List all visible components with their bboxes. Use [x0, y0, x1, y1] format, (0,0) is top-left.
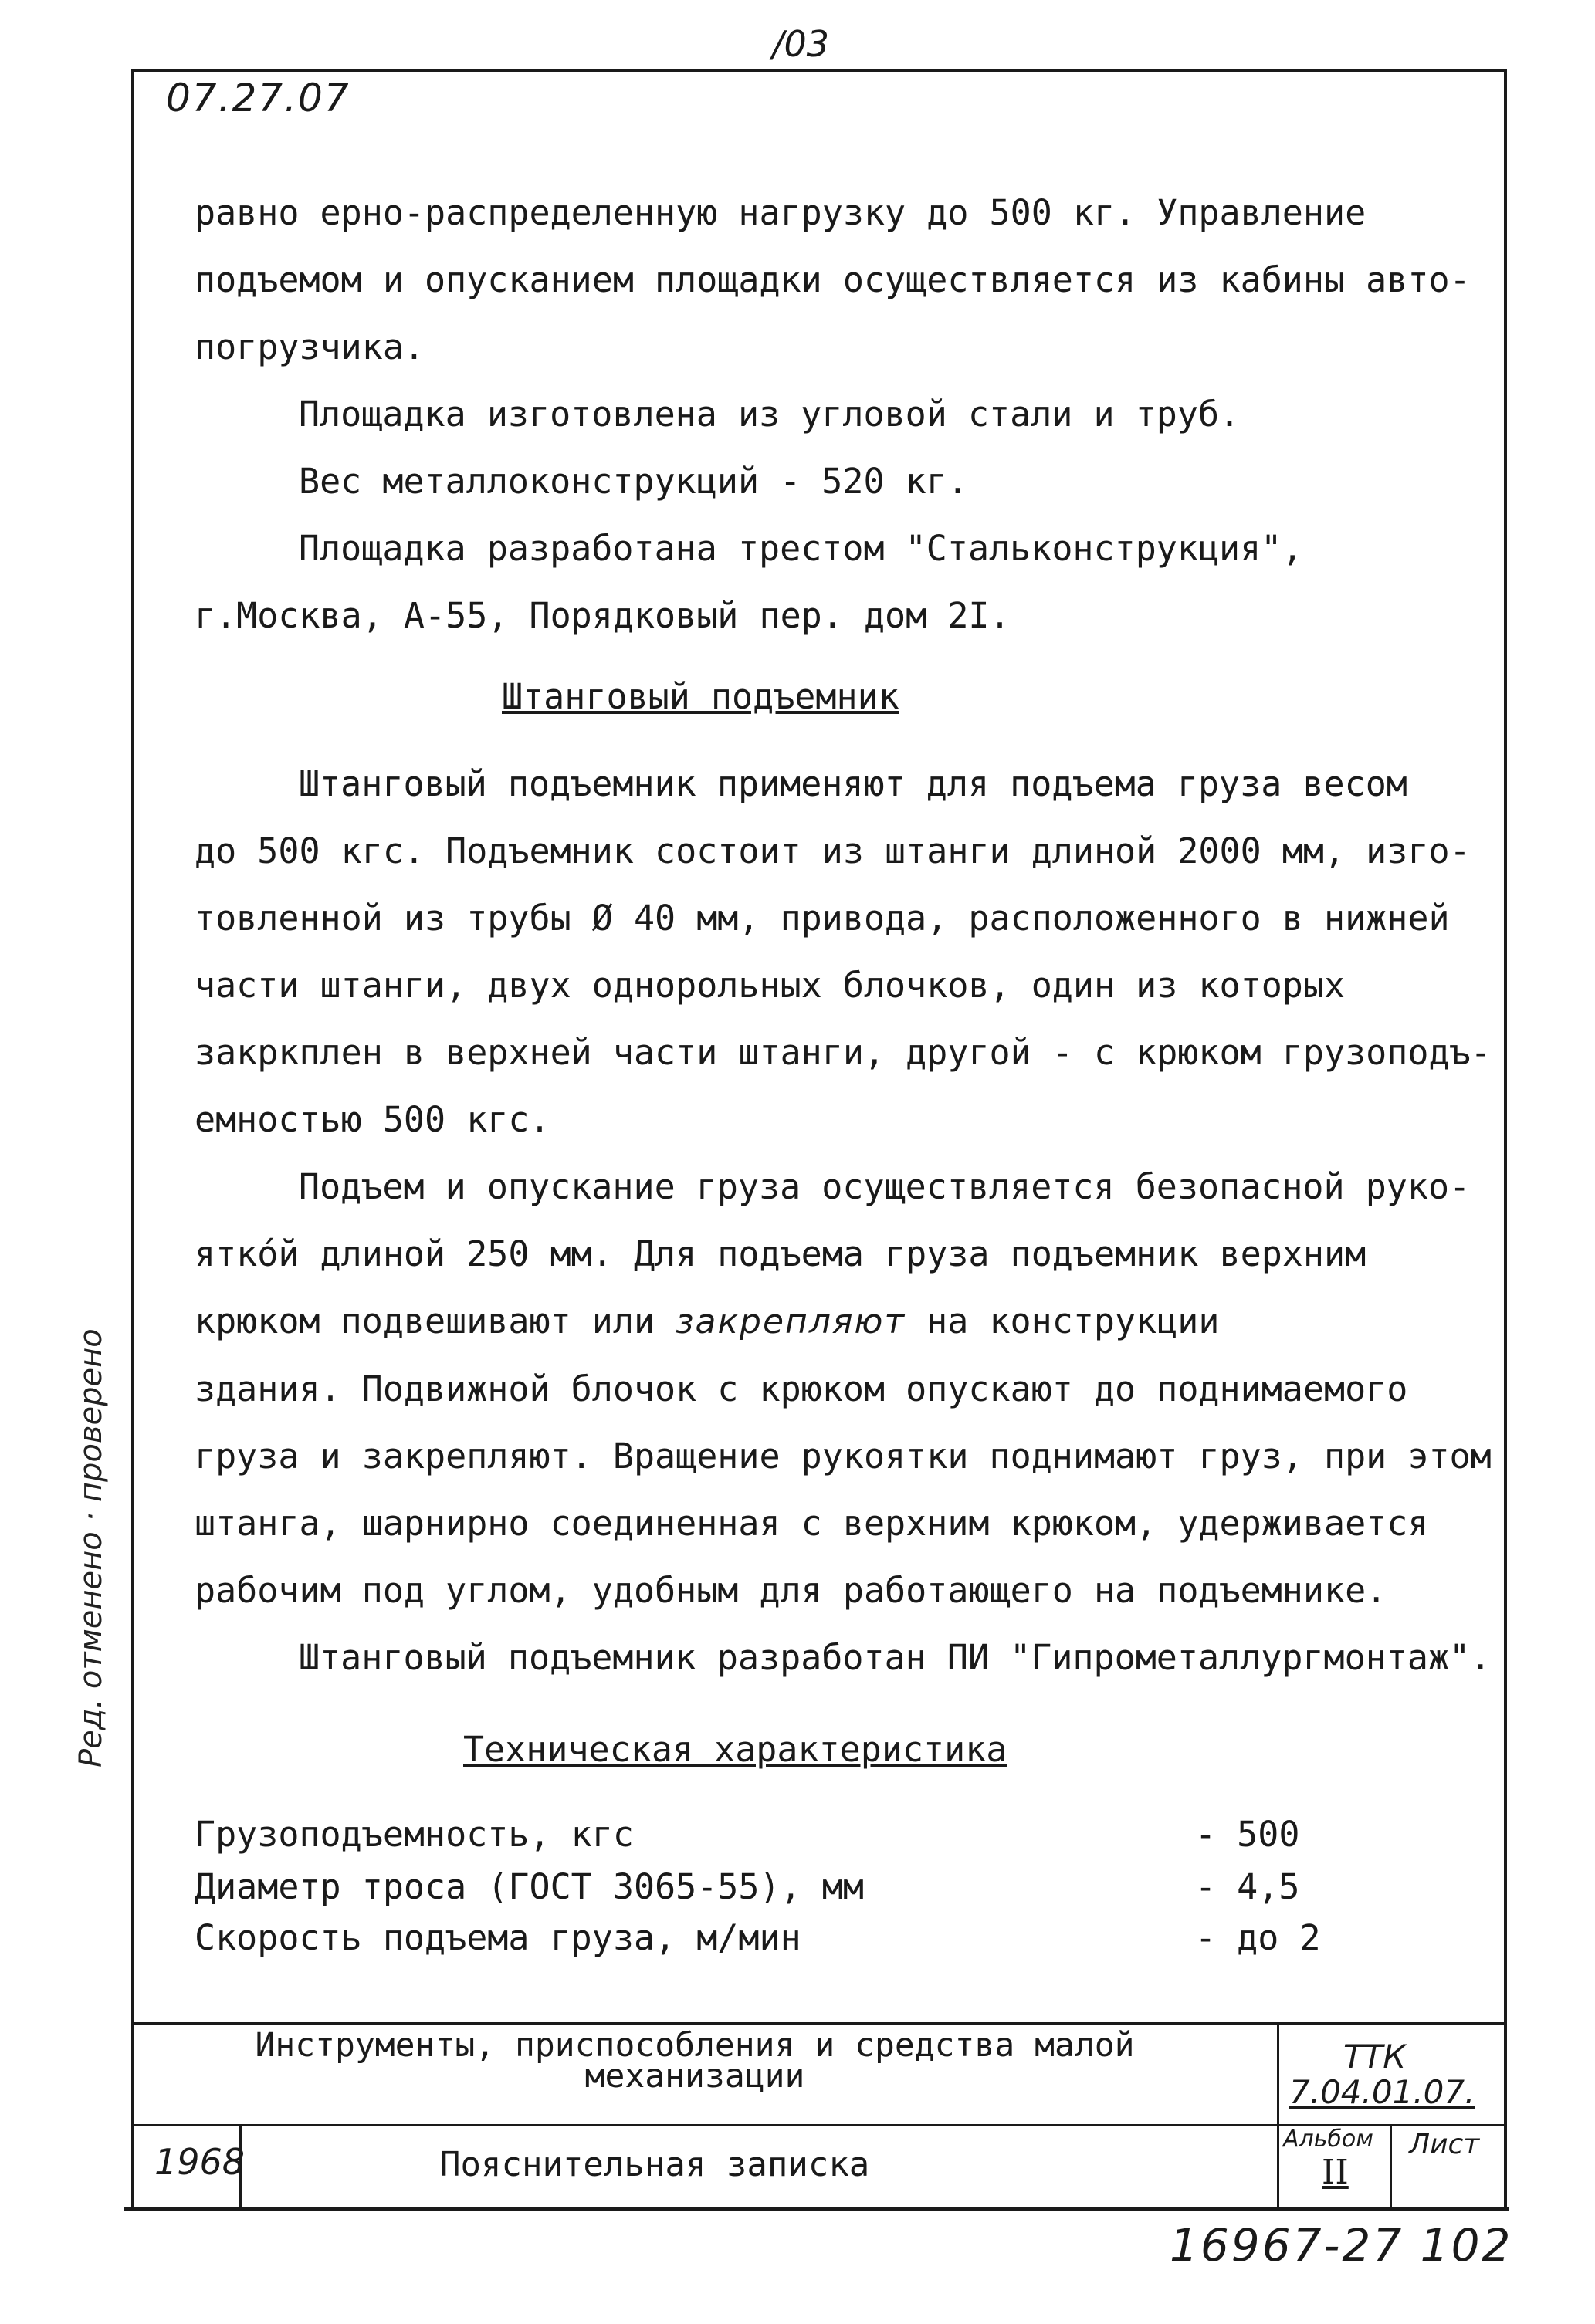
address-line: г.Москва, А-55, Порядковый пер. дом 2I. [195, 595, 1011, 636]
intro-line-2: подъемом и опусканием площадки осуществляется из кабины авто- [195, 259, 1471, 300]
title-block-ttk-code: 7.04.01.07. [1289, 2073, 1475, 2111]
spec-value-capacity: - 500 [1195, 1814, 1300, 1855]
spec-value-rope: - 4,5 [1195, 1866, 1300, 1907]
spec-label-rope: Диаметр троса (ГОСТ 3065-55), мм [195, 1866, 864, 1907]
operation-line-3-start: крюком подвешивают или [195, 1301, 676, 1341]
title-block-heading [193, 2026, 1197, 2096]
title-block [131, 2022, 1507, 2207]
operation-line-2: ятко́й длиной 250 мм. Для подъема груза подъемник верхним [195, 1233, 1366, 1274]
lift-block [195, 750, 1499, 1691]
title-block-sheet-label: Лист [1409, 2129, 1480, 2160]
title-block-album-value: II [1322, 2153, 1349, 2192]
lift-line-6: емностью 500 кгс. [195, 1099, 550, 1140]
heading-specs: Техническая характеристика [463, 1729, 1007, 1770]
operation-line-5: груза и закрепляют. Вращение рукоятки поднимают груз, при этом [195, 1436, 1492, 1477]
intro-line-1: равно ерно-распределенную нагрузку до 500 кг. Управление [195, 192, 1366, 233]
title-block-heading-line2: механизации [584, 2057, 805, 2096]
spec-label-speed: Скорость подъема груза, м/мин [195, 1917, 801, 1958]
operation-line-6: штанга, шарнирно соединенная с верхним крюком, удерживается [195, 1503, 1429, 1544]
operation-line-7: рабочим под углом, удобным для работающего на подъемнике. [195, 1570, 1387, 1611]
lift-line-2: до 500 кгс. Подъемник состоит из штанги длиной 2000 мм, изго- [195, 830, 1471, 871]
platform-line-1: Площадка изготовлена из угловой стали и труб. [299, 394, 1241, 435]
lift-line-5: закркплен в верхней части штанги, другой - с крюком грузоподъ- [195, 1032, 1492, 1073]
title-block-divider-v2 [1277, 2025, 1279, 2211]
operation-line-3-end: на конструкции [906, 1301, 1220, 1341]
handwritten-insert: закрепляют [676, 1302, 906, 1341]
footer-number: 16967-27 102 [1170, 2219, 1513, 2272]
title-block-year: 1968 [154, 2141, 246, 2183]
title-block-divider-v3 [1390, 2124, 1392, 2211]
intro-line-3: погрузчика. [195, 326, 425, 367]
operation-line-1: Подъем и опускание груза осуществляется безопасной руко- [299, 1166, 1471, 1207]
operation-line-3 [195, 1287, 1499, 1355]
title-block-ttk-label: ТТК [1343, 2038, 1407, 2075]
bottom-rule [124, 2207, 1509, 2211]
platform-line-2: Вес металлоконструкций - 520 кг. [299, 461, 968, 502]
title-block-album-label: Альбом [1283, 2126, 1373, 2153]
lift-line-1: Штанговый подъемник применяют для подъема груза весом [299, 763, 1407, 804]
title-block-heading-line1: Инструменты, приспособления и средства малой [255, 2026, 1135, 2065]
heading-lift: Штанговый подъемник [502, 676, 899, 717]
lift-line-3: товленной из трубы Ø 40 мм, привода, расположенного в нижней [195, 898, 1450, 939]
doc-code: 07.27.07 [166, 76, 350, 120]
lift-line-4: части штанги, двух однорольных блочков, один из которых [195, 965, 1346, 1006]
spec-label-capacity: Грузоподъемность, кгс [195, 1814, 634, 1855]
spec-value-speed: - до 2 [1195, 1917, 1321, 1958]
side-handwritten-note: Ред. отменено · проверено [73, 1328, 109, 1768]
intro-block [195, 179, 1499, 649]
operation-line-4: здания. Подвижной блочок с крюком опускают до поднимаемого [195, 1368, 1408, 1409]
developer-line: Штанговый подъемник разработан ПИ "Гипрометаллургмонтаж". [299, 1637, 1492, 1678]
title-block-note: Пояснительная записка [440, 2145, 870, 2184]
platform-line-3: Площадка разработана трестом "Стальконструкция", [299, 528, 1303, 569]
top-page-number: /03 [772, 23, 830, 65]
